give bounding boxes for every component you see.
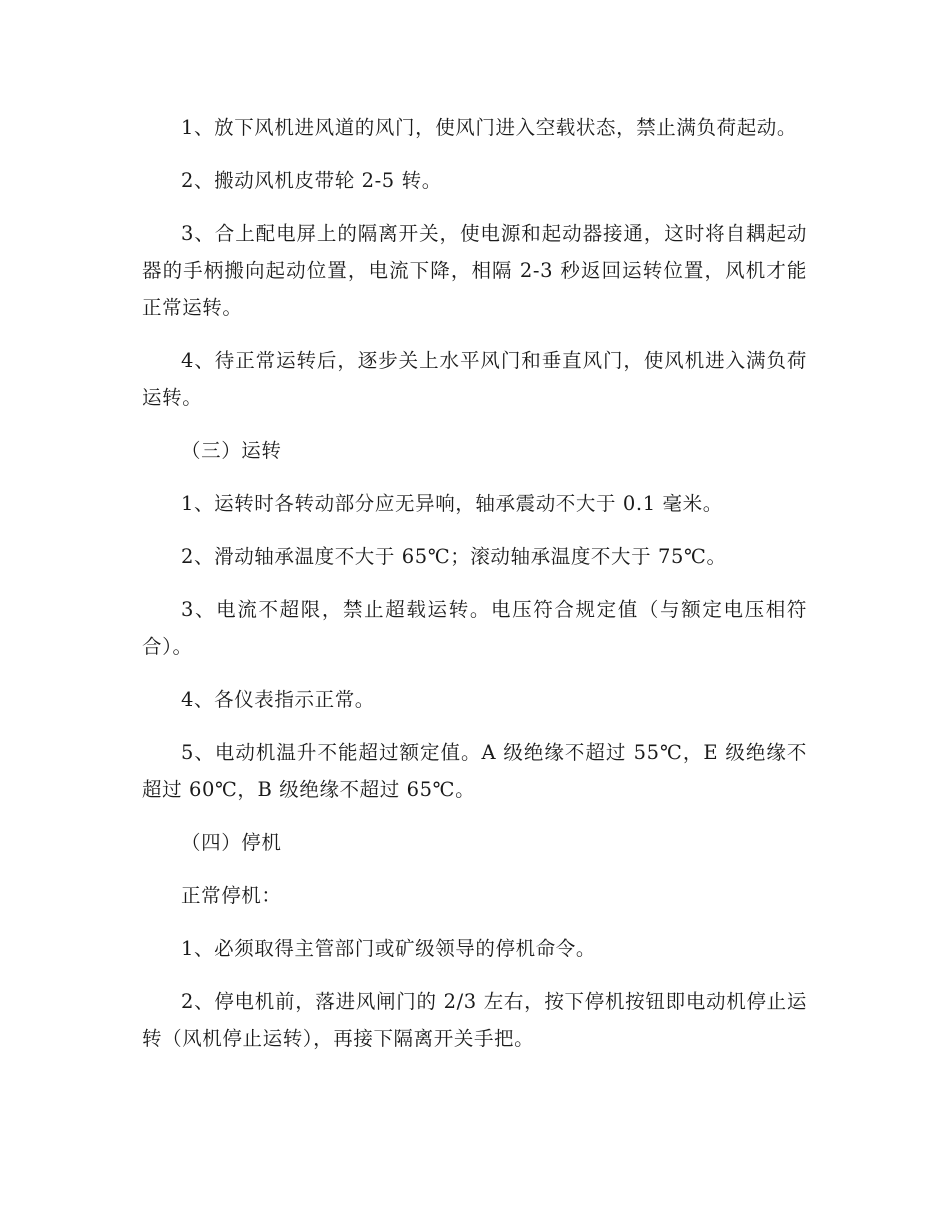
paragraph-step-2: 2、搬动风机皮带轮 2-5 转。 <box>181 169 442 192</box>
paragraph-operation-1: 1、运转时各转动部分应无异响，轴承震动不大于 0.1 毫米。 <box>181 492 723 515</box>
paragraph-operation-2: 2、滑动轴承温度不大于 65℃；滚动轴承温度不大于 75℃。 <box>181 545 727 568</box>
section-heading-operation: （三）运转 <box>181 439 282 462</box>
paragraph-step-4: 4、待正常运转后，逐步关上水平风门和垂直风门，使风机进入满负荷运转。 <box>142 349 807 409</box>
section-heading-shutdown: （四）停机 <box>181 831 282 854</box>
paragraph-shutdown-2: 2、停电机前，落进风闸门的 2/3 左右，按下停机按钮即电动机停止运转（风机停止运转），再接下隔离开关手把。 <box>142 990 807 1050</box>
document-page <box>142 109 807 1073</box>
paragraph-step-3: 3、合上配电屏上的隔离开关，使电源和起动器接通，这时将自耦起动器的手柄搬向起动位置，电流下降，相隔 2-3 秒返回运转位置，风机才能正常运转。 <box>142 222 807 319</box>
paragraph-step-1: 1、放下风机进风道的风门，使风门进入空载状态，禁止满负荷起动。 <box>181 116 798 139</box>
paragraph-operation-4: 4、各仪表指示正常。 <box>181 688 375 711</box>
paragraph-shutdown-1: 1、必须取得主管部门或矿级领导的停机命令。 <box>181 937 597 960</box>
paragraph-normal-shutdown: 正常停机： <box>181 884 282 907</box>
paragraph-operation-5: 5、电动机温升不能超过额定值。A 级绝缘不超过 55℃，E 级绝缘不超过 60℃，B 级绝缘不超过 65℃。 <box>142 741 807 801</box>
paragraph-operation-3: 3、电流不超限，禁止超载运转。电压符合规定值（与额定电压相符合）。 <box>142 598 807 658</box>
